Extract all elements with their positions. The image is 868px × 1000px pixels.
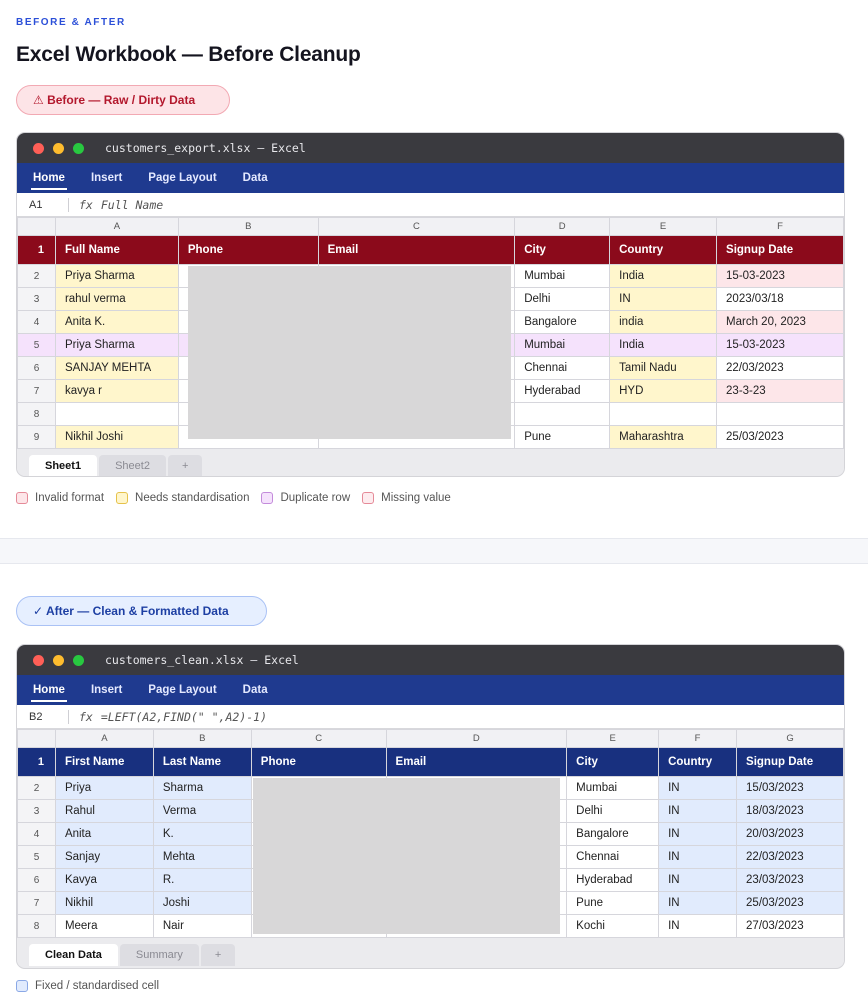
corner-cell[interactable] — [18, 730, 56, 748]
data-cell[interactable]: HYD — [610, 380, 717, 403]
data-cell[interactable]: Pune — [567, 892, 659, 915]
row-number[interactable]: 4 — [18, 823, 56, 846]
ribbon-tab-home[interactable]: Home — [31, 680, 67, 700]
sheet-tab-sheet2[interactable]: Sheet2 — [99, 455, 166, 477]
header-cell[interactable]: Phone — [251, 748, 386, 777]
column-header[interactable]: D — [515, 218, 610, 236]
header-cell[interactable]: Signup Date — [717, 236, 844, 265]
data-cell[interactable]: 23/03/2023 — [737, 869, 844, 892]
ribbon-tab-page-layout[interactable]: Page Layout — [148, 684, 217, 696]
data-cell[interactable]: Mumbai — [515, 265, 610, 288]
column-header[interactable]: D — [386, 730, 567, 748]
header-cell[interactable]: Phone — [178, 236, 318, 265]
header-cell[interactable]: Country — [659, 748, 737, 777]
data-cell[interactable]: Joshi — [153, 892, 251, 915]
legend-label: Missing value — [381, 492, 451, 504]
zoom-window-button[interactable] — [73, 655, 84, 666]
row-number[interactable]: 5 — [18, 846, 56, 869]
data-cell[interactable]: Priya — [55, 777, 153, 800]
column-header[interactable]: E — [610, 218, 717, 236]
row-number[interactable]: 1 — [18, 748, 56, 777]
row-number[interactable]: 3 — [18, 800, 56, 823]
data-cell[interactable] — [717, 403, 844, 426]
data-cell[interactable]: IN — [659, 869, 737, 892]
data-cell[interactable]: Rahul — [55, 800, 153, 823]
data-cell[interactable]: Nikhil — [55, 892, 153, 915]
column-header[interactable]: F — [717, 218, 844, 236]
data-cell[interactable]: 18/03/2023 — [737, 800, 844, 823]
ribbon-tab-data[interactable]: Data — [242, 684, 268, 696]
row-number[interactable]: 6 — [18, 357, 56, 380]
data-cell[interactable]: Tamil Nadu — [610, 357, 717, 380]
data-cell[interactable]: 25/03/2023 — [737, 892, 844, 915]
table-header-row — [18, 236, 844, 265]
data-cell[interactable]: K. — [153, 823, 251, 846]
data-cell[interactable]: kavya r — [55, 380, 178, 403]
formula-text[interactable]: =LEFT(A2,FIND(" ",A2)-1) — [100, 709, 268, 724]
data-cell[interactable]: Nikhil Joshi — [55, 426, 178, 449]
data-cell[interactable] — [610, 403, 717, 426]
formula-bar[interactable] — [17, 193, 844, 217]
data-cell[interactable]: 15-03-2023 — [717, 265, 844, 288]
data-cell[interactable]: Hyderabad — [567, 869, 659, 892]
after-excel-window — [16, 644, 845, 969]
data-cell[interactable]: Kochi — [567, 915, 659, 938]
data-cell[interactable]: IN — [659, 800, 737, 823]
data-cell[interactable]: IN — [659, 777, 737, 800]
ribbon-tab-insert[interactable]: Insert — [90, 684, 123, 696]
window-titlebar — [17, 645, 844, 675]
fixed-swatch — [16, 980, 28, 992]
legend-label: Invalid format — [35, 492, 105, 504]
redaction-block — [188, 266, 511, 439]
data-cell[interactable]: Delhi — [567, 800, 659, 823]
data-cell[interactable]: Priya Sharma — [55, 265, 178, 288]
data-cell[interactable] — [55, 403, 178, 426]
data-cell[interactable]: 15-03-2023 — [717, 334, 844, 357]
ribbon — [17, 163, 844, 193]
header-cell[interactable]: Email — [386, 748, 567, 777]
data-cell[interactable]: Bangalore — [515, 311, 610, 334]
table-header-row — [18, 748, 844, 777]
fx-icon: fx — [79, 709, 93, 724]
header-cell[interactable]: City — [515, 236, 610, 265]
ribbon-tab-insert[interactable]: Insert — [90, 172, 123, 184]
invalid-swatch — [16, 492, 28, 504]
after-badge: ✓ After — Clean & Formatted Data — [16, 596, 267, 626]
data-cell[interactable]: March 20, 2023 — [717, 311, 844, 334]
header-cell[interactable]: Last Name — [153, 748, 251, 777]
data-cell[interactable]: 20/03/2023 — [737, 823, 844, 846]
row-number[interactable]: 9 — [18, 426, 56, 449]
data-cell[interactable]: IN — [659, 892, 737, 915]
data-cell[interactable]: India — [610, 265, 717, 288]
data-cell[interactable]: Hyderabad — [515, 380, 610, 403]
data-cell[interactable]: 27/03/2023 — [737, 915, 844, 938]
data-cell[interactable]: Chennai — [515, 357, 610, 380]
row-number[interactable]: 8 — [18, 915, 56, 938]
column-header[interactable]: B — [153, 730, 251, 748]
data-cell[interactable]: Anita — [55, 823, 153, 846]
data-cell[interactable]: SANJAY MEHTA — [55, 357, 178, 380]
close-window-button[interactable] — [33, 143, 44, 154]
data-cell[interactable]: Nair — [153, 915, 251, 938]
ribbon — [17, 675, 844, 705]
data-cell[interactable]: Maharashtra — [610, 426, 717, 449]
before-badge: ⚠ Before — Raw / Dirty Data — [16, 85, 230, 115]
data-cell[interactable]: india — [610, 311, 717, 334]
data-cell[interactable]: Mumbai — [567, 777, 659, 800]
data-cell[interactable]: IN — [610, 288, 717, 311]
header-cell[interactable]: City — [567, 748, 659, 777]
zoom-window-button[interactable] — [73, 143, 84, 154]
sheet-tab-clean-data[interactable]: Clean Data — [29, 944, 118, 966]
column-header[interactable]: G — [737, 730, 844, 748]
data-cell[interactable]: Kavya — [55, 869, 153, 892]
column-header[interactable]: C — [251, 730, 386, 748]
window-titlebar — [17, 133, 844, 163]
data-cell[interactable]: IN — [659, 846, 737, 869]
section-divider — [0, 538, 868, 564]
add-sheet-button[interactable]: + — [201, 944, 235, 966]
data-cell[interactable]: Mehta — [153, 846, 251, 869]
row-number[interactable]: 5 — [18, 334, 56, 357]
data-cell[interactable] — [515, 403, 610, 426]
sheet-tab-sheet1[interactable]: Sheet1 — [29, 455, 97, 477]
header-cell[interactable]: First Name — [55, 748, 153, 777]
before-legend — [16, 492, 463, 504]
legend-label: Needs standardisation — [135, 492, 250, 504]
window-title: customers_clean.xlsx — Excel — [105, 653, 299, 667]
page-title: Excel Workbook — Before Cleanup — [16, 43, 361, 66]
data-cell[interactable]: Sanjay — [55, 846, 153, 869]
row-number[interactable]: 6 — [18, 869, 56, 892]
data-cell[interactable]: R. — [153, 869, 251, 892]
row-number[interactable]: 2 — [18, 777, 56, 800]
corner-cell[interactable] — [18, 218, 56, 236]
ribbon-tab-home[interactable]: Home — [31, 168, 67, 188]
after-legend — [16, 980, 171, 992]
data-cell[interactable]: 25/03/2023 — [717, 426, 844, 449]
column-header[interactable]: F — [659, 730, 737, 748]
data-cell[interactable]: Meera — [55, 915, 153, 938]
header-cell[interactable]: Signup Date — [737, 748, 844, 777]
column-header[interactable]: E — [567, 730, 659, 748]
redaction-block — [253, 778, 560, 934]
data-cell[interactable]: 23-3-23 — [717, 380, 844, 403]
data-cell[interactable]: Priya Sharma — [55, 334, 178, 357]
legend-label: Fixed / standardised cell — [35, 980, 160, 992]
fx-icon: fx — [79, 197, 93, 212]
row-number[interactable]: 7 — [18, 892, 56, 915]
sheet-tab-summary[interactable]: Summary — [120, 944, 199, 966]
data-cell[interactable]: Anita K. — [55, 311, 178, 334]
standardise-swatch — [116, 492, 128, 504]
header-cell[interactable]: Email — [318, 236, 515, 265]
eyebrow-label: BEFORE & AFTER — [16, 17, 126, 28]
header-cell[interactable]: Full Name — [55, 236, 178, 265]
column-header[interactable]: A — [55, 218, 178, 236]
ribbon-tab-page-layout[interactable]: Page Layout — [148, 172, 217, 184]
data-cell[interactable]: Bangalore — [567, 823, 659, 846]
add-sheet-button[interactable]: + — [168, 455, 202, 477]
sheet-tabs — [17, 938, 844, 966]
data-cell[interactable]: Sharma — [153, 777, 251, 800]
formula-text[interactable]: Full Name — [100, 197, 164, 212]
close-window-button[interactable] — [33, 655, 44, 666]
before-excel-window — [16, 132, 845, 477]
data-cell[interactable]: 15/03/2023 — [737, 777, 844, 800]
column-header[interactable]: B — [178, 218, 318, 236]
row-number[interactable]: 8 — [18, 403, 56, 426]
data-cell[interactable]: Delhi — [515, 288, 610, 311]
data-cell[interactable]: Pune — [515, 426, 610, 449]
missing-swatch — [362, 492, 374, 504]
data-cell[interactable]: Mumbai — [515, 334, 610, 357]
data-cell[interactable]: Chennai — [567, 846, 659, 869]
data-cell[interactable]: Verma — [153, 800, 251, 823]
duplicate-swatch — [261, 492, 273, 504]
row-number[interactable]: 1 — [18, 236, 56, 265]
header-cell[interactable]: Country — [610, 236, 717, 265]
ribbon-tab-data[interactable]: Data — [242, 172, 268, 184]
data-cell[interactable]: 2023/03/18 — [717, 288, 844, 311]
data-cell[interactable]: India — [610, 334, 717, 357]
data-cell[interactable]: 22/03/2023 — [737, 846, 844, 869]
data-cell[interactable]: 22/03/2023 — [717, 357, 844, 380]
data-cell[interactable]: IN — [659, 915, 737, 938]
name-box[interactable]: A1 — [17, 198, 69, 212]
window-title: customers_export.xlsx — Excel — [105, 141, 306, 155]
row-number[interactable]: 4 — [18, 311, 56, 334]
row-number[interactable]: 3 — [18, 288, 56, 311]
minimize-window-button[interactable] — [53, 143, 64, 154]
name-box[interactable]: B2 — [17, 710, 69, 724]
formula-bar[interactable] — [17, 705, 844, 729]
column-header[interactable]: A — [55, 730, 153, 748]
minimize-window-button[interactable] — [53, 655, 64, 666]
data-cell[interactable]: rahul verma — [55, 288, 178, 311]
column-header[interactable]: C — [318, 218, 515, 236]
sheet-tabs — [17, 449, 844, 477]
legend-label: Duplicate row — [280, 492, 351, 504]
data-cell[interactable]: IN — [659, 823, 737, 846]
row-number[interactable]: 2 — [18, 265, 56, 288]
row-number[interactable]: 7 — [18, 380, 56, 403]
